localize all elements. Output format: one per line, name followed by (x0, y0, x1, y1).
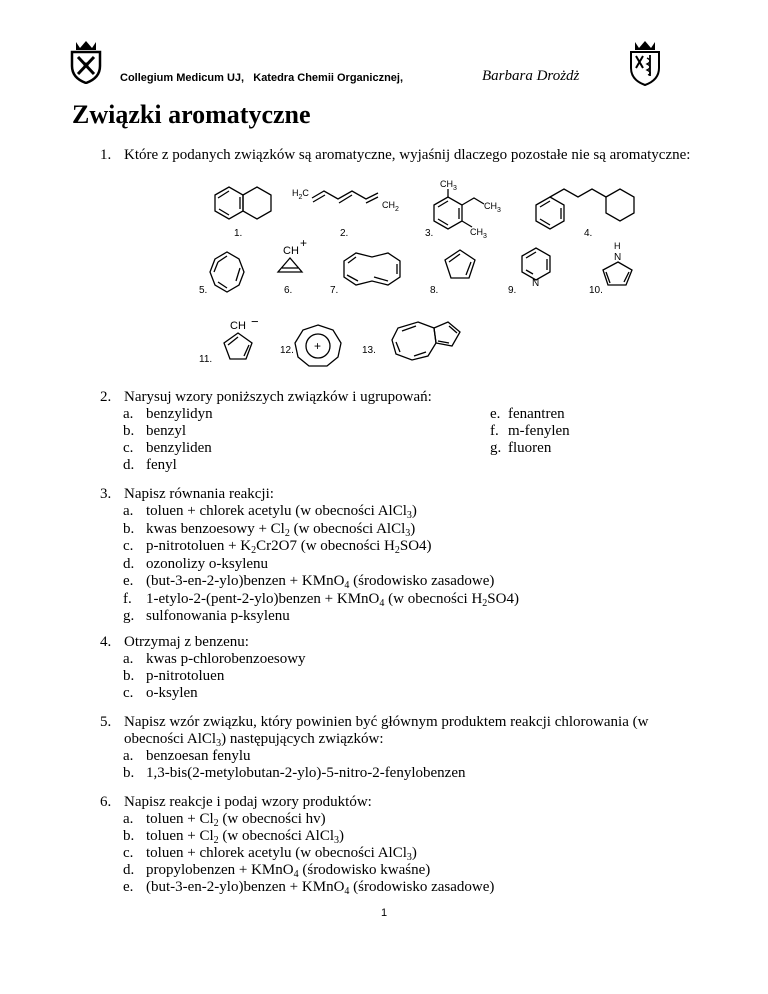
item-letter: f. (123, 590, 132, 607)
header-institution: Collegium Medicum UJ, Katedra Chemii Organicznej, (120, 72, 404, 84)
label-plus: + (300, 236, 308, 250)
question-text: Narysuj wzory poniższych związków i ugrupowań: (124, 389, 432, 405)
question-5 (100, 714, 750, 731)
structure-5-cyclooctatetraene (210, 252, 244, 292)
item-text: sulfonowania p-ksylenu (146, 608, 290, 624)
item-letter: b. (123, 520, 135, 537)
item-text: kwas benzoesowy + $Cl_2$ (w obecności AlCl$_3$) (146, 520, 416, 539)
question-text: Napisz reakcje i podaj wzory produktów: (124, 794, 372, 810)
structure-6-cyclopropenyl (278, 258, 302, 272)
structure-label: 4. (584, 228, 593, 239)
question-2 (100, 389, 750, 406)
label-ch: CH (283, 245, 299, 257)
label-minus: − (251, 314, 259, 329)
item-letter: a. (123, 811, 134, 827)
structure-label: 5. (199, 285, 208, 296)
question-4 (100, 634, 750, 651)
item-text: toluen + chlorek acetylu (w obecności AlCl$_3$) (146, 845, 417, 863)
item-text: toluen + $Cl_2$ (w obecności hv) (146, 811, 326, 829)
structure-3-substituted-benzene (434, 189, 484, 229)
structure-label: 3. (425, 228, 434, 239)
label-h2c: $H_2C$ (292, 188, 309, 201)
structure-2-hexatriene (312, 191, 378, 203)
item-letter: b. (123, 668, 135, 684)
structure-10-pyrrole (603, 262, 632, 285)
item-text: kwas p-chlorobenzoesowy (146, 651, 306, 667)
structure-label: 9. (508, 285, 517, 296)
structure-7-cyclodecapentaene (344, 253, 400, 285)
item-text: o-ksylen (146, 685, 198, 701)
structure-4-phenylpropylcyclohexane (536, 189, 634, 229)
item-letter: g. (123, 608, 135, 624)
item-letter: b. (123, 765, 135, 781)
question-number: 4. (100, 634, 112, 650)
item-letter: d. (123, 555, 135, 572)
question-3 (100, 486, 750, 503)
structure-label: 13. (362, 345, 376, 356)
label-ch3: $CH_3$ (440, 179, 457, 192)
structure-label: 10. (589, 285, 603, 296)
question-text: Które z podanych związków są aromatyczne, wyjaśnij dlaczego pozostałe nie są aromatyczne: (124, 147, 691, 163)
item-letter: c. (123, 685, 134, 701)
structure-label: 8. (430, 285, 439, 296)
question-text: Otrzymaj z benzenu: (124, 634, 249, 650)
item-text: 1-etylo-2-(pent-2-ylo)benzen + KMnO$_4$ (w obecności $H_2SO4$) (146, 590, 519, 609)
label-ch3: $CH_3$ (470, 227, 487, 240)
structure-label: 12. (280, 345, 294, 356)
item-text: toluen + chlorek acetylu (w obecności AlCl$_3$) (146, 503, 417, 521)
item-text: 1,3-bis(2-metylobutan-2-ylo)-5-nitro-2-fenylobenzen (146, 765, 466, 781)
item-letter: e. (123, 573, 134, 589)
item-letter: e. (123, 879, 134, 895)
item-text: p-nitrotoluen + $K_2Cr2O7$ (w obecności $H_2SO4$) (146, 538, 432, 556)
question-number: 1. (100, 147, 112, 163)
question-number: 3. (100, 486, 112, 502)
header-department: Katedra Chemii Organicznej, (253, 72, 404, 84)
label-n: N (614, 252, 622, 263)
structure-label: 11. (199, 354, 213, 365)
label-ch3: $CH_3$ (484, 201, 501, 214)
structure-13-azulene (392, 322, 460, 360)
question-text: obecności AlCl$_3$) następujących związków: (124, 731, 384, 749)
label-ch: CH (230, 320, 246, 332)
question-number: 5. (100, 714, 112, 730)
question-6 (100, 794, 750, 811)
structure-11-cyclopentadienyl (224, 333, 252, 359)
label-plus: + (314, 339, 322, 353)
question-text: Napisz równania reakcji: (124, 486, 274, 502)
item-letter: a. (123, 748, 134, 764)
item-letter: d. (123, 862, 135, 878)
question-number: 2. (100, 389, 112, 405)
item-text: benzoesan fenylu (146, 748, 251, 764)
structure-8-cyclopentadiene (445, 250, 475, 278)
item-letter: a. (123, 503, 134, 519)
structure-label: 1. (234, 228, 243, 239)
structure-label: 6. (284, 285, 293, 296)
label-n: N (532, 278, 540, 289)
item-text: propylobenzen + KMnO$_4$ (środowisko kwaśne) (146, 862, 431, 880)
page-number: 1 (381, 907, 388, 919)
structure-label: 7. (330, 285, 339, 296)
item-text: ozonolizy o-ksylenu (146, 555, 269, 572)
item-text: (but-3-en-2-ylo)benzen + KMnO$_4$ (środowisko zasadowe) (146, 879, 495, 897)
structure-1-tetralin (215, 187, 271, 219)
item-letter: c. (123, 845, 134, 861)
header-author: Barbara Drożdż (482, 68, 580, 84)
structure-9-pyridine (522, 248, 550, 280)
item-text: p-nitrotoluen (146, 668, 225, 684)
question-text: Napisz wzór związku, który powinien być głównym produktem reakcji chlorowania (w (124, 714, 649, 730)
item-letter: a. (123, 651, 134, 667)
item-text: toluen + $Cl_2$ (w obecności AlCl$_3$) (146, 828, 345, 846)
page-title: Związki aromatyczne (72, 100, 311, 129)
label-h: H (614, 241, 621, 251)
structures-figure (0, 0, 768, 400)
structure-label: 2. (340, 228, 349, 239)
label-ch2: $CH_2$ (382, 200, 399, 213)
item-letter: b. (123, 828, 135, 844)
question-5-continued (124, 731, 724, 748)
item-text: (but-3-en-2-ylo)benzen + KMnO$_4$ (środowisko zasadowe) (146, 573, 495, 591)
question-number: 6. (100, 794, 112, 810)
item-letter: c. (123, 538, 134, 554)
